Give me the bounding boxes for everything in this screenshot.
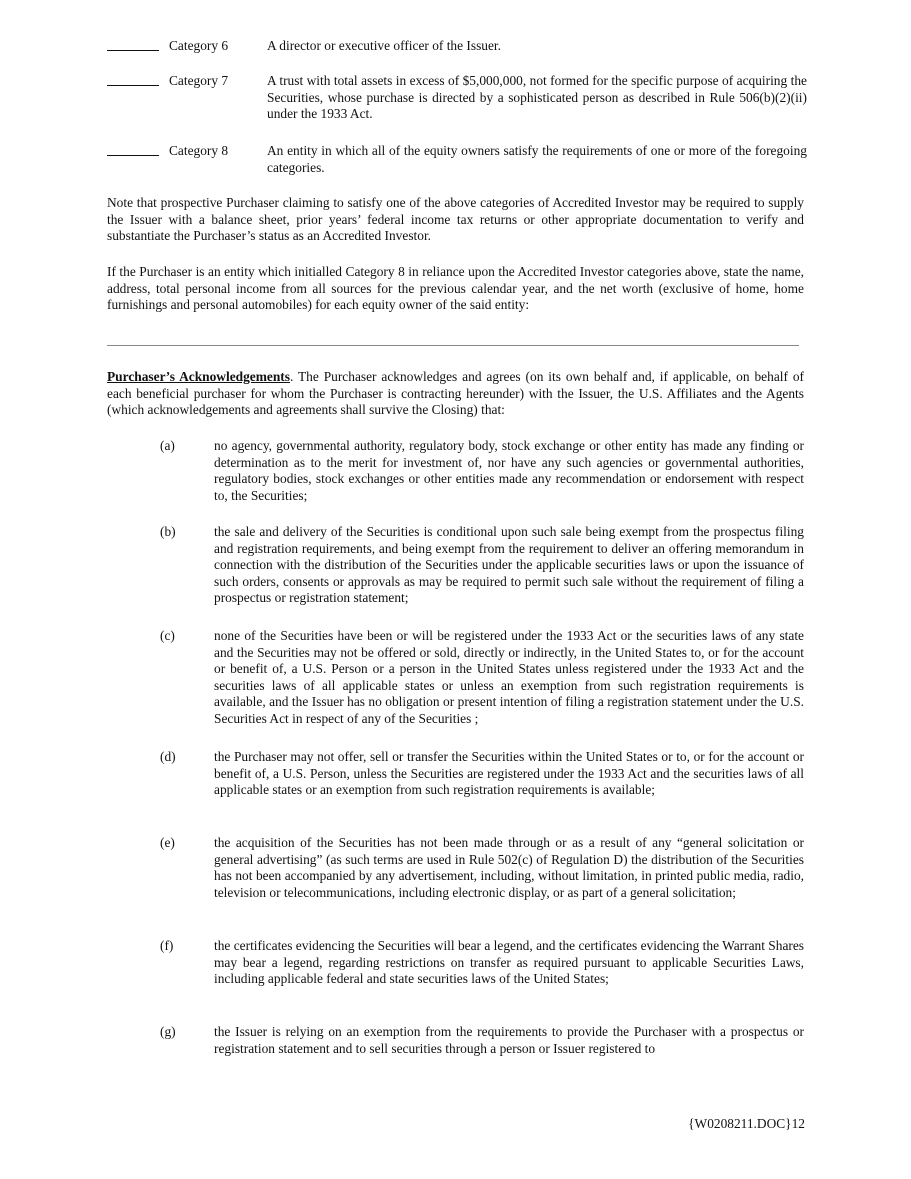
list-item [160, 749, 804, 799]
item-letter: (f) [160, 938, 174, 953]
category-label: Category 8 [169, 143, 229, 158]
category-7-row [107, 73, 807, 123]
category-text: A trust with total assets in excess of $5,000,000, not formed for the specific purpose of acquiring the Securities, whose purchase is directed by a sophisticated person as described in Rule 506(b)(2)(ii) under the 1933 Act. [267, 73, 807, 122]
item-text: the sale and delivery of the Securities is conditional upon such sale being exempt from the prospectus filing and registration requirements, and being exempt from the requirement to deliver an offering memorandum in connection with the distribution of the Securities under the applicable securities laws or upon the issuance of such orders, consents or approvals as may be required to permit such sale without the requirement of filing a prospectus or registration statement; [214, 524, 804, 606]
item-letter: (c) [160, 628, 175, 643]
item-text: the Issuer is relying on an exemption from the requirements to provide the Purchaser with a prospectus or registration statement and to sell securities through a person or Issuer registered to [214, 1024, 804, 1056]
item-text: the certificates evidencing the Securities will bear a legend, and the certificates evidencing the Warrant Shares may bear a legend, regarding restrictions on transfer as required pursuant to applicable Securities Laws, including applicable federal and state securities laws of the United States; [214, 938, 804, 987]
category-label: Category 6 [169, 38, 229, 53]
list-item [160, 438, 804, 504]
list-item [160, 628, 804, 728]
item-letter: (g) [160, 1024, 176, 1039]
initial-blank-line[interactable] [107, 38, 159, 51]
item-text: the acquisition of the Securities has not been made through or as a result of any “general solicitation or general advertising” (as such terms are used in Rule 502(c) of Regulation D) the distribution of the Securities has not been accompanied by any advertisement, including, without limitation, in printed public media, radio, television or telecommunications, including electronic display, or as part of a general solicitation; [214, 835, 804, 900]
category-6-row [107, 38, 807, 55]
initial-blank-line[interactable] [107, 143, 159, 156]
initial-blank-line[interactable] [107, 73, 159, 86]
item-text: no agency, governmental authority, regulatory body, stock exchange or other entity has made any finding or determination as to the merit for investment of, nor have any such agencies or governmental authorities, regulatory bodies, stock exchanges or other entities made any recommendation or endorsement with respect to, the Securities; [214, 438, 804, 503]
category-text: An entity in which all of the equity owners satisfy the requirements of one or more of the foregoing categories. [267, 143, 807, 175]
acknowledgements-heading: Purchaser’s Acknowledgements [107, 369, 290, 384]
list-item [160, 835, 804, 901]
item-text: none of the Securities have been or will be registered under the 1933 Act or the securities laws of any state and the Securities may not be offered or sold, directly or indirectly, in the United States to, or for the account or benefit of, a U.S. Person or a person in the United States unless registered under the 1933 Act and the securities laws of all applicable states or unless an exemption from such registration requirements is available, and the Issuer has no obligation or present intention of filing a registration statement under the U.S. Securities Act in respect of any of the Securities ; [214, 628, 804, 726]
answer-line[interactable] [107, 345, 799, 346]
item-letter: (a) [160, 438, 175, 453]
list-item [160, 1024, 804, 1057]
item-letter: (d) [160, 749, 176, 764]
entity-paragraph: If the Purchaser is an entity which initialled Category 8 in reliance upon the Accredited Investor categories above, state the name, address, total personal income from all sources for the previous calendar year, and the net worth (exclusive of home, home furnishings and personal automobiles) for each equity owner of the said entity: [107, 264, 804, 313]
list-item [160, 524, 804, 607]
item-letter: (b) [160, 524, 176, 539]
category-label: Category 7 [169, 73, 229, 88]
category-text: A director or executive officer of the Issuer. [267, 38, 501, 53]
note-paragraph: Note that prospective Purchaser claiming to satisfy one of the above categories of Accredited Investor may be required to supply the Issuer with a balance sheet, prior years’ federal income tax returns or other appropriate documentation to verify and substantiate the Purchaser’s status as an Accredited Investor. [107, 195, 804, 244]
item-letter: (e) [160, 835, 175, 850]
list-item [160, 938, 804, 988]
acknowledgements-intro-text: . The Purchaser acknowledges and agrees (on its own behalf and, if applicable, on behalf of each beneficial purchaser for whom the Purchaser is contracting hereunder) with the Issuer, the U.S. Affiliates and the Agents (which acknowledgements and agreements shall survive the Closing) that: [107, 369, 805, 418]
document-footer: {W0208211.DOC}12 [688, 1116, 805, 1131]
acknowledgements-intro [107, 369, 804, 419]
category-8-row [107, 143, 807, 176]
item-text: the Purchaser may not offer, sell or transfer the Securities within the United States or to, or for the account or benefit of, a U.S. Person, unless the Securities are registered under the 1933 Act and the securities laws of all applicable states or an exemption from such registration requirements is available; [214, 749, 804, 798]
